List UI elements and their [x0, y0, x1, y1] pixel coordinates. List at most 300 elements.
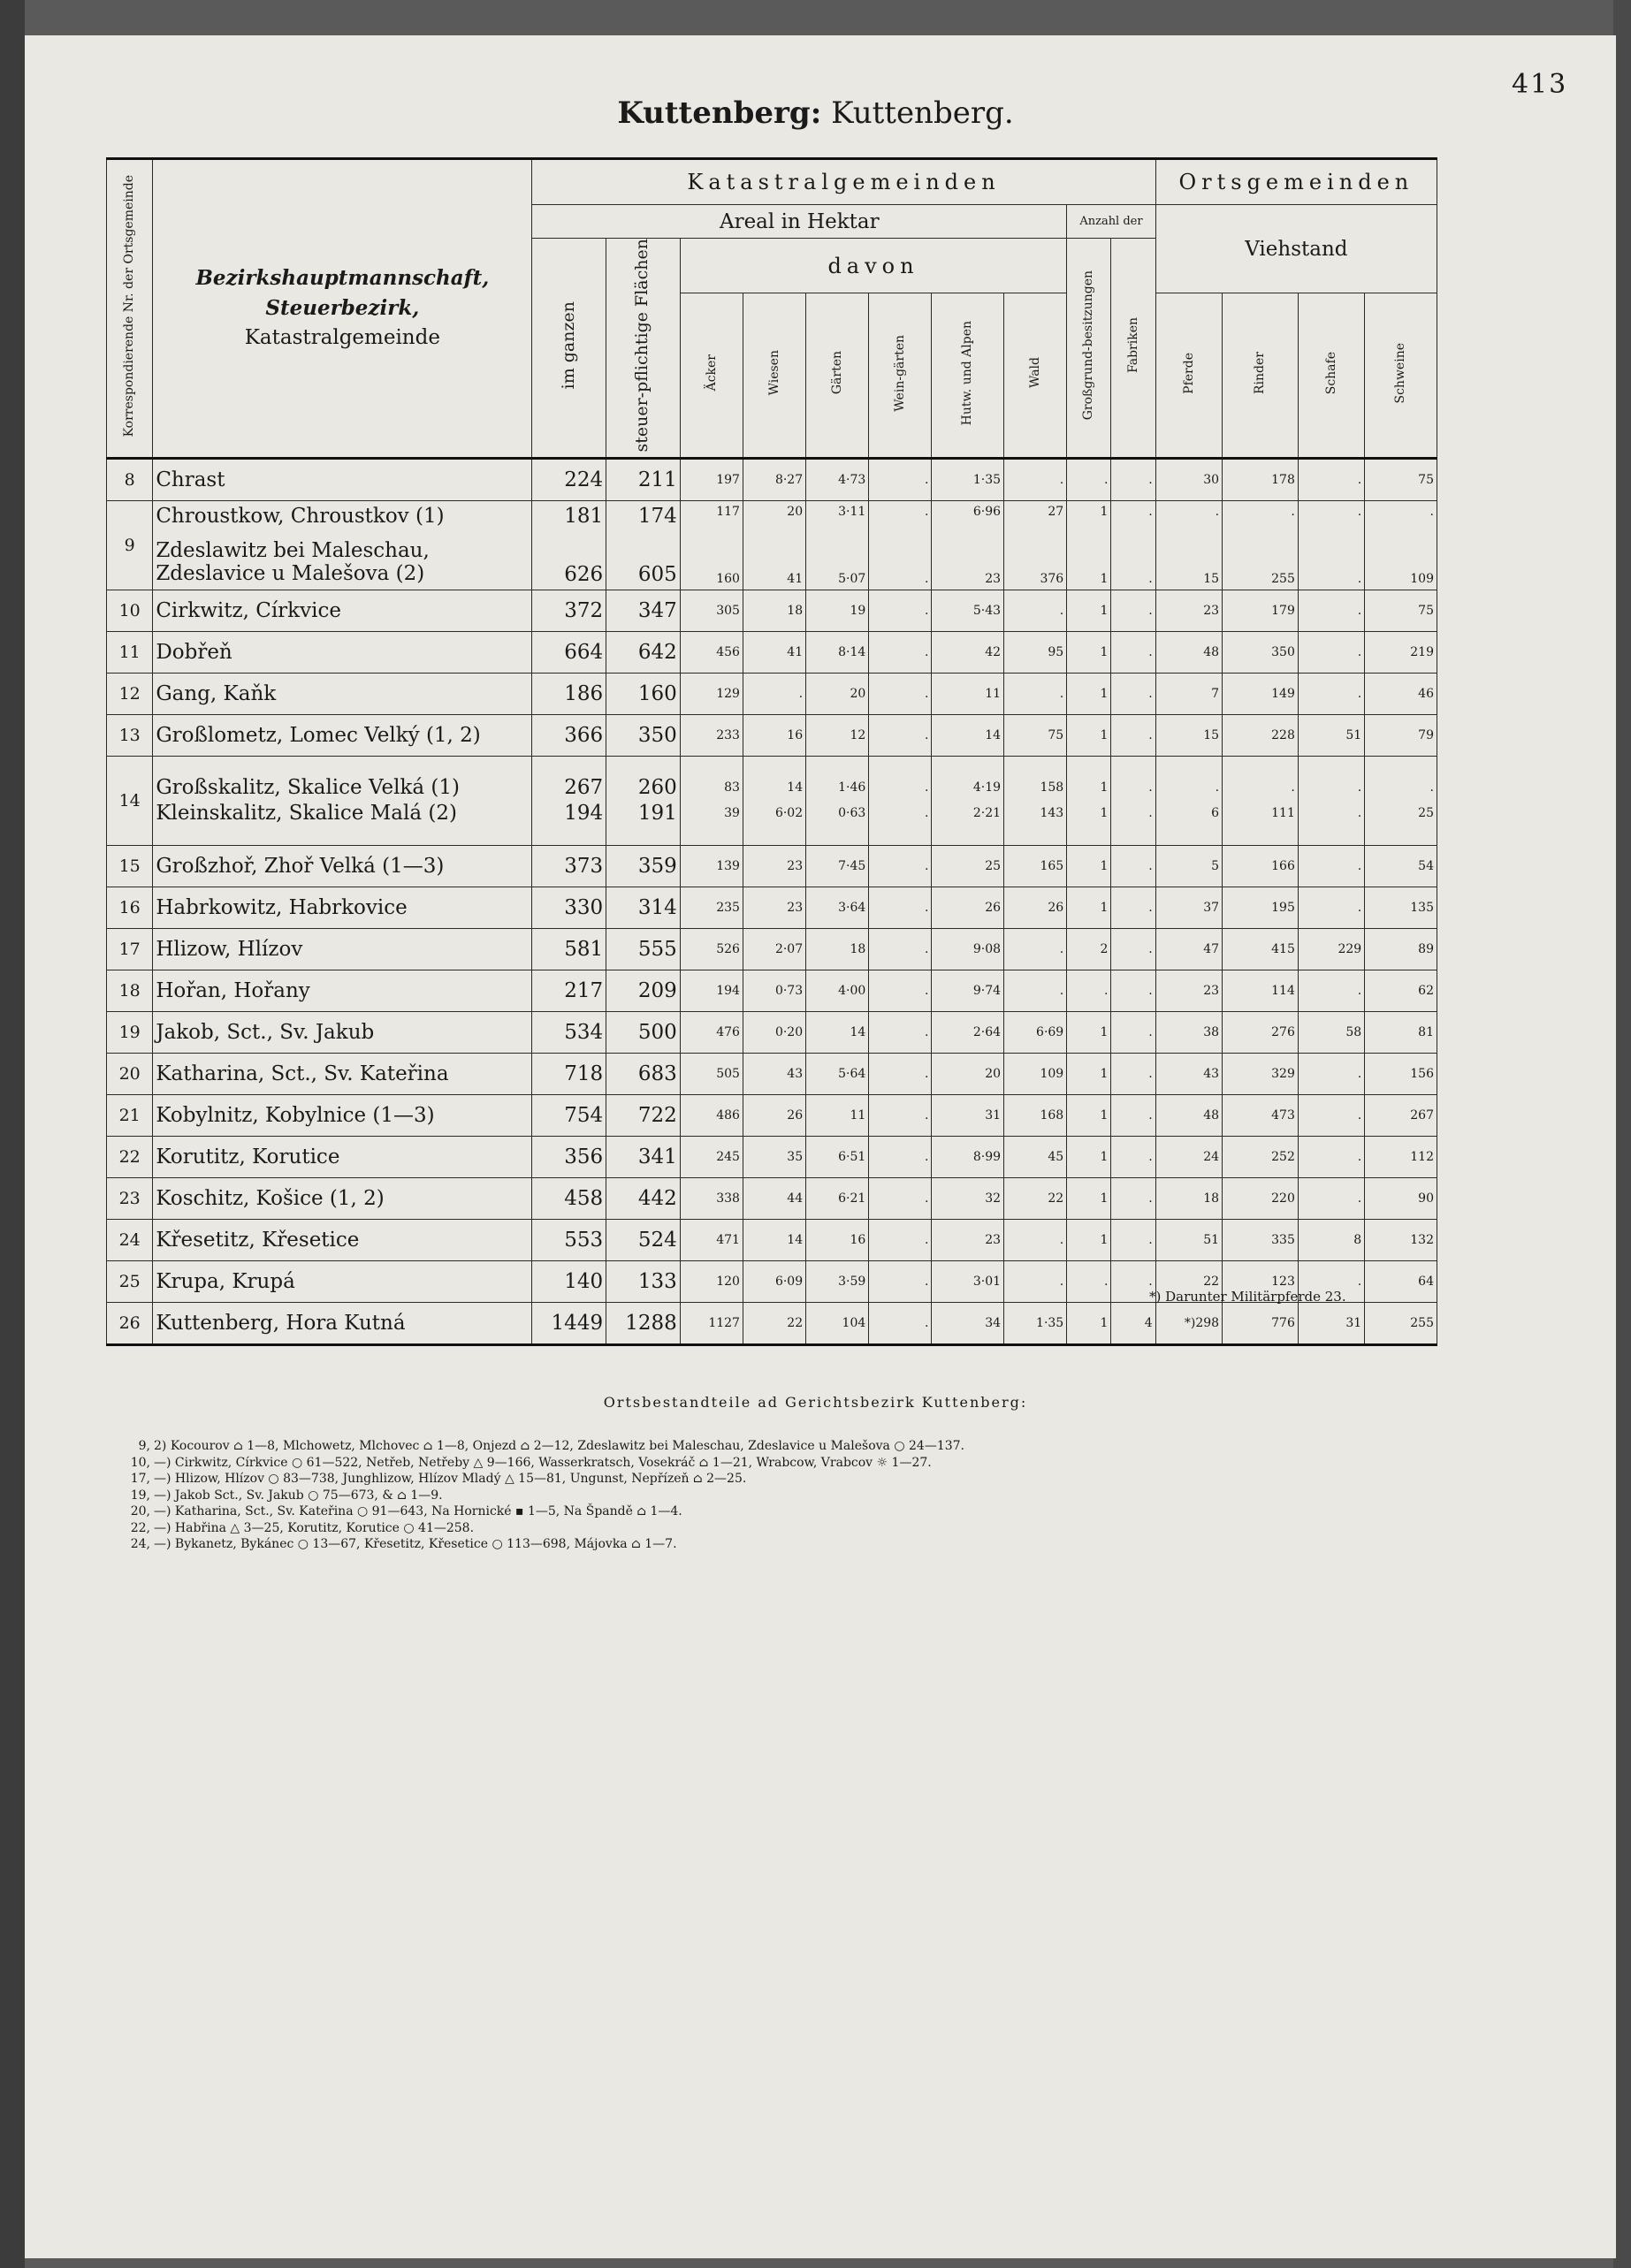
- value-wein: .: [869, 714, 932, 756]
- value-garten: 4·00: [806, 970, 869, 1011]
- value-wald: .: [1004, 1260, 1067, 1302]
- note-text: —) Habřina △ 3—25, Korutitz, Korutice ○ 41—258.: [154, 1520, 475, 1535]
- value-line: 25: [1418, 806, 1434, 821]
- value-garten: [806, 500, 869, 590]
- cadastral-name: Kuttenberg, Hora Kutná: [153, 1302, 532, 1344]
- value-rinder: 276: [1223, 1011, 1299, 1053]
- table-header: [107, 159, 1437, 459]
- value-pferde: 24: [1155, 1136, 1222, 1177]
- value-line: .: [1215, 780, 1220, 795]
- value-rinder: 335: [1223, 1219, 1299, 1260]
- value-acker: 1127: [680, 1302, 743, 1344]
- value-line: 260: [637, 776, 677, 800]
- note-text: 2) Kocourov ⌂ 1—8, Mlchowetz, Mlchovec ⌂ 1—8, Onjezd ⌂ 2—12, Zdeslawitz bei Maleschau, Zdeslavice u Malešova ○ 24—137.: [154, 1439, 964, 1453]
- value-schafe: .: [1298, 1260, 1364, 1302]
- table-row: [107, 756, 1437, 845]
- value-rinder: [1223, 500, 1299, 590]
- cadastral-name: Katharina, Sct., Sv. Kateřina: [153, 1053, 532, 1094]
- area-taxable: 341: [606, 1136, 681, 1177]
- area-taxable: 211: [606, 458, 681, 500]
- value-line: 1: [1100, 780, 1109, 795]
- value-line: 20: [787, 504, 804, 519]
- value-wald: 26: [1004, 887, 1067, 928]
- value-wiesen: 22: [743, 1302, 805, 1344]
- value-pferde: 23: [1155, 590, 1222, 631]
- value-schweine: 112: [1365, 1136, 1437, 1177]
- header-katastral: Katastralgemeinden: [532, 159, 1155, 205]
- value-hutw: 9·08: [932, 928, 1004, 970]
- value-line: 6·96: [972, 504, 1002, 519]
- row-number: 24: [107, 1219, 153, 1260]
- value-gross: 1: [1067, 1136, 1111, 1177]
- value-wein: .: [869, 1053, 932, 1094]
- value-hutw: 42: [932, 631, 1004, 673]
- value-gross: .: [1067, 970, 1111, 1011]
- value-rinder: 350: [1223, 631, 1299, 673]
- table-row: [107, 928, 1437, 970]
- cadastral-name: [153, 500, 532, 590]
- value-acker: 197: [680, 458, 743, 500]
- value-hutw: 25: [932, 845, 1004, 887]
- value-schafe: .: [1298, 970, 1364, 1011]
- note-number: 9,: [138, 1439, 150, 1453]
- value-pferde: 51: [1155, 1219, 1222, 1260]
- value-wald: 165: [1004, 845, 1067, 887]
- value-wein: [869, 500, 932, 590]
- value-schweine: [1365, 500, 1437, 590]
- value-acker: [680, 500, 743, 590]
- row-number: 14: [107, 756, 153, 845]
- value-hutw: 14: [932, 714, 1004, 756]
- value-rinder: 415: [1223, 928, 1299, 970]
- value-schweine: 132: [1365, 1219, 1437, 1260]
- value-schafe: .: [1298, 1053, 1364, 1094]
- row-number: 15: [107, 845, 153, 887]
- value-wald: 1·35: [1004, 1302, 1067, 1344]
- value-line: .: [924, 504, 929, 519]
- value-pferde: 23: [1155, 970, 1222, 1011]
- value-line: .: [1357, 780, 1362, 795]
- value-hutw: 5·43: [932, 590, 1004, 631]
- value-ganz: [532, 500, 606, 590]
- value-wiesen: 2·07: [743, 928, 805, 970]
- value-garten: 18: [806, 928, 869, 970]
- title-rest: Kuttenberg.: [831, 95, 1014, 131]
- value-line: .: [1357, 571, 1362, 586]
- value-wiesen: 0·73: [743, 970, 805, 1011]
- value-garten: 104: [806, 1302, 869, 1344]
- row-number: 18: [107, 970, 153, 1011]
- header-nr: Korrespondierende Nr. der Ortsgemeinde: [107, 159, 153, 459]
- value-wiesen: 26: [743, 1094, 805, 1136]
- value-rinder: 776: [1223, 1302, 1299, 1344]
- value-line: 117: [716, 504, 740, 519]
- value-gross: 1: [1067, 1053, 1111, 1094]
- area-total: 140: [532, 1260, 606, 1302]
- cadastral-name: Kobylnitz, Kobylnice (1—3): [153, 1094, 532, 1136]
- header-col-acker: Äcker: [680, 293, 743, 458]
- cadastral-name: Dobřeň: [153, 631, 532, 673]
- note-text: —) Cirkwitz, Církvice ○ 61—522, Netřeb, Netřeby △ 9—166, Wasserkratsch, Vosekráč ⌂ 1—21, Wrabcow, Vrabcov ☼ 1—27.: [154, 1455, 932, 1470]
- value-wein: .: [869, 1136, 932, 1177]
- cadastral-name-line: Großskalitz, Skalice Velká (1): [156, 775, 460, 799]
- header-col-fabrik: Fabriken: [1111, 239, 1155, 459]
- header-col-hutw: Hutw. und Alpen: [932, 293, 1004, 458]
- value-line: 143: [1040, 806, 1064, 821]
- value-schafe: .: [1298, 845, 1364, 887]
- value-hutw: 8·99: [932, 1136, 1004, 1177]
- area-taxable: 555: [606, 928, 681, 970]
- note-text: —) Bykanetz, Bykánec ○ 13—67, Křesetitz, Křesetice ○ 113—698, Májovka ⌂ 1—7.: [154, 1537, 677, 1551]
- value-gross: 1: [1067, 590, 1111, 631]
- value-wein: .: [869, 590, 932, 631]
- note-number: 10,: [130, 1455, 150, 1470]
- value-garten: 12: [806, 714, 869, 756]
- value-pferde: 47: [1155, 928, 1222, 970]
- value-fabr: .: [1111, 1011, 1155, 1053]
- value-pferde: [1155, 756, 1222, 845]
- value-pferde: 7: [1155, 673, 1222, 714]
- value-fabr: .: [1111, 845, 1155, 887]
- value-wein: .: [869, 928, 932, 970]
- value-gross: 2: [1067, 928, 1111, 970]
- value-gross: 1: [1067, 1219, 1111, 1260]
- value-line: 1·46: [838, 780, 866, 795]
- value-schafe: .: [1298, 1136, 1364, 1177]
- header-col-wald: Wald: [1004, 293, 1067, 458]
- value-hutw: 32: [932, 1177, 1004, 1219]
- value-hutw: [932, 756, 1004, 845]
- value-line: 23: [985, 571, 1002, 586]
- value-schafe: .: [1298, 631, 1364, 673]
- value-rinder: 220: [1223, 1177, 1299, 1219]
- note-line: [124, 1438, 964, 1455]
- value-wein: .: [869, 673, 932, 714]
- value-rinder: 166: [1223, 845, 1299, 887]
- cadastral-name: Chrast: [153, 458, 532, 500]
- value-line: 109: [1410, 571, 1434, 586]
- note-line: [124, 1536, 964, 1553]
- value-rinder: [1223, 756, 1299, 845]
- value-garten: 19: [806, 590, 869, 631]
- value-wald: 45: [1004, 1136, 1067, 1177]
- value-garten: 4·73: [806, 458, 869, 500]
- header-name: Bezirkshauptmannschaft, Steuerbezirk, Katastralgemeinde: [153, 159, 532, 459]
- cadastral-name: Jakob, Sct., Sv. Jakub: [153, 1011, 532, 1053]
- header-col-schweine: Schweine: [1365, 293, 1437, 458]
- note-number: 22,: [130, 1520, 150, 1535]
- cadastral-name: Cirkwitz, Církvice: [153, 590, 532, 631]
- value-wiesen: 23: [743, 845, 805, 887]
- value-wein: .: [869, 845, 932, 887]
- value-hutw: 3·01: [932, 1260, 1004, 1302]
- value-wiesen: 6·09: [743, 1260, 805, 1302]
- value-pferde: 48: [1155, 631, 1222, 673]
- value-pferde: 18: [1155, 1177, 1222, 1219]
- value-garten: [806, 756, 869, 845]
- value-gross: 1: [1067, 631, 1111, 673]
- value-wein: .: [869, 1219, 932, 1260]
- table-row: [107, 1094, 1437, 1136]
- value-gross: [1067, 756, 1111, 845]
- value-line: 15: [1203, 571, 1220, 586]
- header-col-schafe: Schafe: [1298, 293, 1364, 458]
- value-ganz: [532, 756, 606, 845]
- value-line: 255: [1271, 571, 1295, 586]
- area-taxable: 722: [606, 1094, 681, 1136]
- area-total: 224: [532, 458, 606, 500]
- cadastral-name: [153, 756, 532, 845]
- cadastral-name: Großlometz, Lomec Velký (1, 2): [153, 714, 532, 756]
- value-rinder: 252: [1223, 1136, 1299, 1177]
- value-wein: .: [869, 1260, 932, 1302]
- value-garten: 11: [806, 1094, 869, 1136]
- value-line: 0·63: [838, 806, 866, 821]
- value-schafe: 8: [1298, 1219, 1364, 1260]
- value-line: .: [1429, 780, 1434, 795]
- value-acker: 129: [680, 673, 743, 714]
- value-hutw: 9·74: [932, 970, 1004, 1011]
- value-pferde: 22: [1155, 1260, 1222, 1302]
- row-number: 22: [107, 1136, 153, 1177]
- header-col-wein: Wein-gärten: [869, 293, 932, 458]
- note-number: 24,: [130, 1537, 150, 1551]
- cadastral-name: Koschitz, Košice (1, 2): [153, 1177, 532, 1219]
- value-wald: .: [1004, 458, 1067, 500]
- value-acker: 233: [680, 714, 743, 756]
- table-row: [107, 887, 1437, 928]
- value-hutw: [932, 500, 1004, 590]
- area-total: 553: [532, 1219, 606, 1260]
- value-gross: .: [1067, 458, 1111, 500]
- row-number: 26: [107, 1302, 153, 1344]
- area-total: 754: [532, 1094, 606, 1136]
- value-rinder: 123: [1223, 1260, 1299, 1302]
- value-wiesen: 43: [743, 1053, 805, 1094]
- value-wald: 109: [1004, 1053, 1067, 1094]
- cadastral-name: Hlizow, Hlízov: [153, 928, 532, 970]
- value-rinder: 114: [1223, 970, 1299, 1011]
- header-col-rinder: Rinder: [1223, 293, 1299, 458]
- area-taxable: 359: [606, 845, 681, 887]
- value-wein: .: [869, 970, 932, 1011]
- value-wein: .: [869, 458, 932, 500]
- value-acker: 245: [680, 1136, 743, 1177]
- value-fabr: .: [1111, 1053, 1155, 1094]
- value-acker: 456: [680, 631, 743, 673]
- value-fabr: .: [1111, 1094, 1155, 1136]
- area-taxable: 524: [606, 1219, 681, 1260]
- value-line: 27: [1048, 504, 1064, 519]
- value-schweine: 46: [1365, 673, 1437, 714]
- value-steuer: [606, 756, 681, 845]
- value-acker: 139: [680, 845, 743, 887]
- value-fabr: .: [1111, 1177, 1155, 1219]
- value-line: 6: [1211, 806, 1220, 821]
- area-total: 186: [532, 673, 606, 714]
- value-fabr: .: [1111, 1136, 1155, 1177]
- page-number: 413: [1512, 69, 1568, 100]
- value-schweine: 81: [1365, 1011, 1437, 1053]
- value-schweine: 75: [1365, 458, 1437, 500]
- value-wald: .: [1004, 590, 1067, 631]
- value-line: .: [924, 780, 929, 795]
- cadastral-name: Korutitz, Korutice: [153, 1136, 532, 1177]
- value-garten: 20: [806, 673, 869, 714]
- value-rinder: 178: [1223, 458, 1299, 500]
- row-number: 23: [107, 1177, 153, 1219]
- value-wald: 95: [1004, 631, 1067, 673]
- note-line: [124, 1520, 964, 1537]
- value-line: 41: [787, 571, 804, 586]
- value-line: .: [1148, 571, 1153, 586]
- value-schweine: 255: [1365, 1302, 1437, 1344]
- value-garten: 7·45: [806, 845, 869, 887]
- value-gross: 1: [1067, 1302, 1111, 1344]
- table-row: [107, 1053, 1437, 1094]
- value-garten: 5·64: [806, 1053, 869, 1094]
- value-wiesen: 14: [743, 1219, 805, 1260]
- value-fabr: .: [1111, 590, 1155, 631]
- page-title: [0, 95, 1631, 131]
- value-acker: 505: [680, 1053, 743, 1094]
- row-number: 12: [107, 673, 153, 714]
- row-number: 9: [107, 500, 153, 590]
- value-gross: 1: [1067, 714, 1111, 756]
- note-line: [124, 1503, 964, 1520]
- value-fabr: [1111, 500, 1155, 590]
- value-pferde: 43: [1155, 1053, 1222, 1094]
- area-total: 534: [532, 1011, 606, 1053]
- value-gross: 1: [1067, 1177, 1111, 1219]
- area-taxable: 209: [606, 970, 681, 1011]
- row-number: 19: [107, 1011, 153, 1053]
- value-wein: .: [869, 1011, 932, 1053]
- value-schafe: [1298, 500, 1364, 590]
- note-text: —) Hlizow, Hlízov ○ 83—738, Junghlizow, Hlízov Mladý △ 15—81, Ungunst, Nepřízeň ⌂ 2—25.: [154, 1472, 747, 1486]
- area-taxable: 442: [606, 1177, 681, 1219]
- value-fabr: .: [1111, 714, 1155, 756]
- value-schweine: 90: [1365, 1177, 1437, 1219]
- area-total: 458: [532, 1177, 606, 1219]
- value-schweine: 156: [1365, 1053, 1437, 1094]
- value-schweine: 267: [1365, 1094, 1437, 1136]
- note-line: [124, 1488, 964, 1504]
- value-fabr: .: [1111, 458, 1155, 500]
- cadastral-name-line: Chroustkow, Chroustkov (1): [156, 504, 445, 528]
- note-number: 19,: [130, 1488, 150, 1503]
- value-line: 6·02: [774, 806, 804, 821]
- value-hutw: 34: [932, 1302, 1004, 1344]
- value-line: .: [1148, 780, 1153, 795]
- value-wald: .: [1004, 673, 1067, 714]
- header-areal: Areal in Hektar: [532, 205, 1067, 239]
- value-fabr: .: [1111, 1219, 1155, 1260]
- header-viehstand: Viehstand: [1155, 205, 1437, 293]
- value-line: 83: [724, 780, 740, 795]
- value-fabr: .: [1111, 970, 1155, 1011]
- cadastral-name: Großzhoř, Zhoř Velká (1—3): [153, 845, 532, 887]
- header-anzahl: Anzahl der: [1067, 205, 1156, 239]
- header-col-ganzen: im ganzen: [532, 239, 606, 459]
- value-schweine: 79: [1365, 714, 1437, 756]
- value-pferde: *)298: [1155, 1302, 1222, 1344]
- value-wald: [1004, 756, 1067, 845]
- value-line: 1: [1100, 571, 1109, 586]
- value-fabr: .: [1111, 631, 1155, 673]
- value-rinder: 228: [1223, 714, 1299, 756]
- row-number: 17: [107, 928, 153, 970]
- header-col-gross: Großgrund-besitzungen: [1067, 239, 1111, 459]
- value-wald: .: [1004, 1219, 1067, 1260]
- table-row: [107, 1219, 1437, 1260]
- value-rinder: 329: [1223, 1053, 1299, 1094]
- table-body: [107, 458, 1437, 1344]
- area-total: 373: [532, 845, 606, 887]
- header-col-steuer: steuer-pflichtige Flächen: [606, 239, 681, 459]
- value-line: 158: [1040, 780, 1064, 795]
- note-number: 17,: [130, 1472, 150, 1486]
- value-line: 160: [716, 571, 740, 586]
- value-line: .: [1429, 504, 1434, 519]
- table-row: [107, 458, 1437, 500]
- value-acker: 471: [680, 1219, 743, 1260]
- value-wein: .: [869, 1302, 932, 1344]
- value-garten: 6·21: [806, 1177, 869, 1219]
- value-fabr: .: [1111, 887, 1155, 928]
- value-schafe: .: [1298, 1177, 1364, 1219]
- value-garten: 6·51: [806, 1136, 869, 1177]
- table-row: [107, 1011, 1437, 1053]
- value-wald: [1004, 500, 1067, 590]
- value-acker: 476: [680, 1011, 743, 1053]
- value-wald: 168: [1004, 1094, 1067, 1136]
- value-schafe: 51: [1298, 714, 1364, 756]
- value-wiesen: 8·27: [743, 458, 805, 500]
- area-taxable: 500: [606, 1011, 681, 1053]
- cadastral-name: Habrkowitz, Habrkovice: [153, 887, 532, 928]
- value-line: 4·19: [972, 780, 1002, 795]
- value-line: .: [924, 806, 929, 821]
- value-schweine: 219: [1365, 631, 1437, 673]
- value-line: 191: [637, 802, 677, 826]
- value-wiesen: 18: [743, 590, 805, 631]
- value-wald: .: [1004, 970, 1067, 1011]
- area-total: 356: [532, 1136, 606, 1177]
- row-number: 13: [107, 714, 153, 756]
- value-line: .: [1291, 780, 1295, 795]
- value-wein: .: [869, 887, 932, 928]
- area-total: 330: [532, 887, 606, 928]
- area-total: 581: [532, 928, 606, 970]
- table-row: [107, 1136, 1437, 1177]
- value-hutw: 1·35: [932, 458, 1004, 500]
- scan-border-left: [0, 0, 25, 2268]
- area-total: 718: [532, 1053, 606, 1094]
- value-gross: 1: [1067, 1011, 1111, 1053]
- value-schweine: 135: [1365, 887, 1437, 928]
- value-line: 1: [1100, 504, 1109, 519]
- area-taxable: 642: [606, 631, 681, 673]
- value-hutw: 31: [932, 1094, 1004, 1136]
- ortsbestandteile-heading: Ortsbestandteile ad Gerichtsbezirk Kuttenberg:: [603, 1394, 1028, 1411]
- value-line: 194: [564, 802, 604, 826]
- value-hutw: 20: [932, 1053, 1004, 1094]
- value-line: 626: [564, 562, 604, 586]
- value-pferde: 48: [1155, 1094, 1222, 1136]
- table-row: [107, 714, 1437, 756]
- value-rinder: 149: [1223, 673, 1299, 714]
